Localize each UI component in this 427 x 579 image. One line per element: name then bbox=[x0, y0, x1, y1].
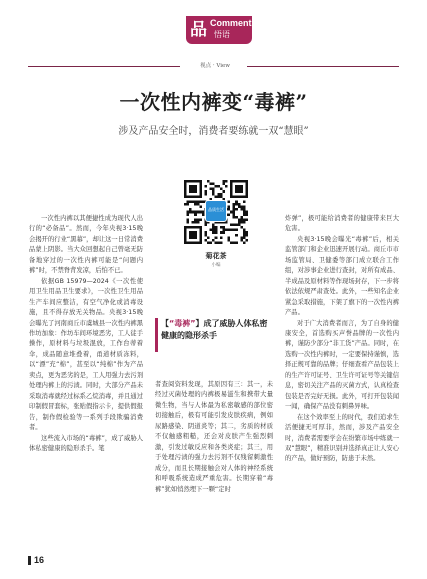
body-paragraph: 一次性内裤以其便捷性成为现代人出行的“必备品”。然而，今年央视3·15晚会揭开的行业“黑幕”，却让这一日常消费品蒙上阴影。当大众回想起自己曾毫无防备地穿过的一次性内裤可能是“问题内裤”时，不禁脊背发凉，后怕不已。 bbox=[29, 215, 143, 275]
pull-quote bbox=[161, 318, 273, 342]
body-paragraph: 央视3·15晚会曝光“毒裤”后，相关监管部门和企业迅速开展行动。商丘市市场监管局、卫健委等部门成立联合工作组，对涉事企业进行查封，对所有成品、半成品及原材料等作现场封存，下一步将依法依规严肃查处。此外，一些知名企业紧急采取措施，下架了旗下的一次性内裤产品。 bbox=[285, 235, 399, 317]
qr-logo-text: 品质生活 bbox=[208, 207, 224, 212]
body-paragraph: 对于广大消费者而言，为了自身的健康安全，首选购买声誉品牌的一次性内裤，谨防少部分“非工货”产品。同时，在选购一次性内裤时，一定要保持谨慎，选择正规可靠的品牌；仔细查看产品包装上的生产许可证号、卫生许可证号等关键信息，密切关注产品的灭菌方式，认真检查包装是否完好无损。此外，可打开包装闻一闻，确保产品没有刺鼻异味。 bbox=[285, 319, 399, 411]
body-paragraph: 依据GB 15979—2024《一次性使用卫生用品卫生要求》，一次性卫生用品生产车间应整洁，有空气净化或消毒设施，且不得存放无关物品。央视3·15晚会曝光了河南商丘市虞城县一次性内裤黑作坊加象：作坊车间环境恶劣，工人徒手操作，原材料与垃圾混放，工作台蒂着伞，成品随意堆叠着，甬道材质冻料，以“漂”充“棉”，甚至以“纯棉”作为产品卖点，更为恶劣的是，工人用强力去污剂处理内裤上的污渍。同时，大部分产品未采取消毒就经过标系乙烷消毒，并且通过印制假冒套标，张贴假指示卡，提供假报告，制作假检验等一系列手段欺骗消费者。 bbox=[29, 277, 143, 432]
column-logo-icon: 品 bbox=[190, 20, 207, 40]
pull-quote-prefix: 【 bbox=[161, 319, 169, 328]
column-name-en: Comments bbox=[210, 18, 257, 28]
body-paragraph: 者查阅资料发现，其原因有三：其一，未经过灭菌处理的内裤极易滋生和携带大量微生物，当与人体最为私密敏感的部位密切接触后，极有可能引发皮肤疾病，例如尿路感染、阴道炎等；其二，劣质的材质不仅触感粗糙，还会对皮肤产生强烈刺激，引发过敏反应和各类炎症；其三，用于处理污渍的强力去污剂不仅残留刺激性成分，而且长期接触会对人体的神经系统和呼吸系统造成严重危害。长期穿着“毒裤”犹如悄然埋下一颗“定时 bbox=[155, 381, 273, 493]
body-column-middle bbox=[155, 380, 273, 495]
body-paragraph: 在这个效率至上的时代，我们追求生活便捷无可厚非，然而，涉及产品安全时，消费者需要学会在纷繁市场中练就一双“慧眼”，精准识别并选择真正让人安心的产品，做好预防，防患于未然。 bbox=[285, 413, 399, 463]
column-name-cn: 悟语 bbox=[214, 30, 230, 39]
editor-name: 菊花茶 bbox=[205, 252, 227, 260]
pull-quote-bar bbox=[155, 318, 158, 352]
page-number: 16 bbox=[34, 555, 45, 565]
section-label: 视点 · View bbox=[200, 63, 230, 69]
header-rule-left bbox=[28, 66, 180, 67]
body-paragraph: 炸弹”，极可能给消费者的健康带来巨大危害。 bbox=[285, 215, 399, 233]
article-title: 一次性内裤变“毒裤” bbox=[119, 90, 308, 114]
pull-quote-text: 】成了威胁人体私密健康的隐形杀手 bbox=[161, 319, 268, 340]
pull-quote-highlight: “毒裤” bbox=[169, 319, 196, 328]
qr-logo-icon bbox=[205, 200, 227, 222]
body-column-left bbox=[29, 214, 143, 454]
body-column-right bbox=[285, 214, 399, 465]
body-paragraph: 这些流入市场的“毒裤”，成了威胁人体私密健康的隐形杀手。笔 bbox=[29, 434, 143, 452]
header-rule-right bbox=[247, 66, 399, 67]
article-subtitle: 涉及产品安全时，消费者要练就一双“慧眼” bbox=[118, 126, 309, 137]
column-badge bbox=[186, 16, 257, 44]
page-marker bbox=[28, 556, 31, 565]
editor-role: 小编 bbox=[211, 263, 221, 268]
